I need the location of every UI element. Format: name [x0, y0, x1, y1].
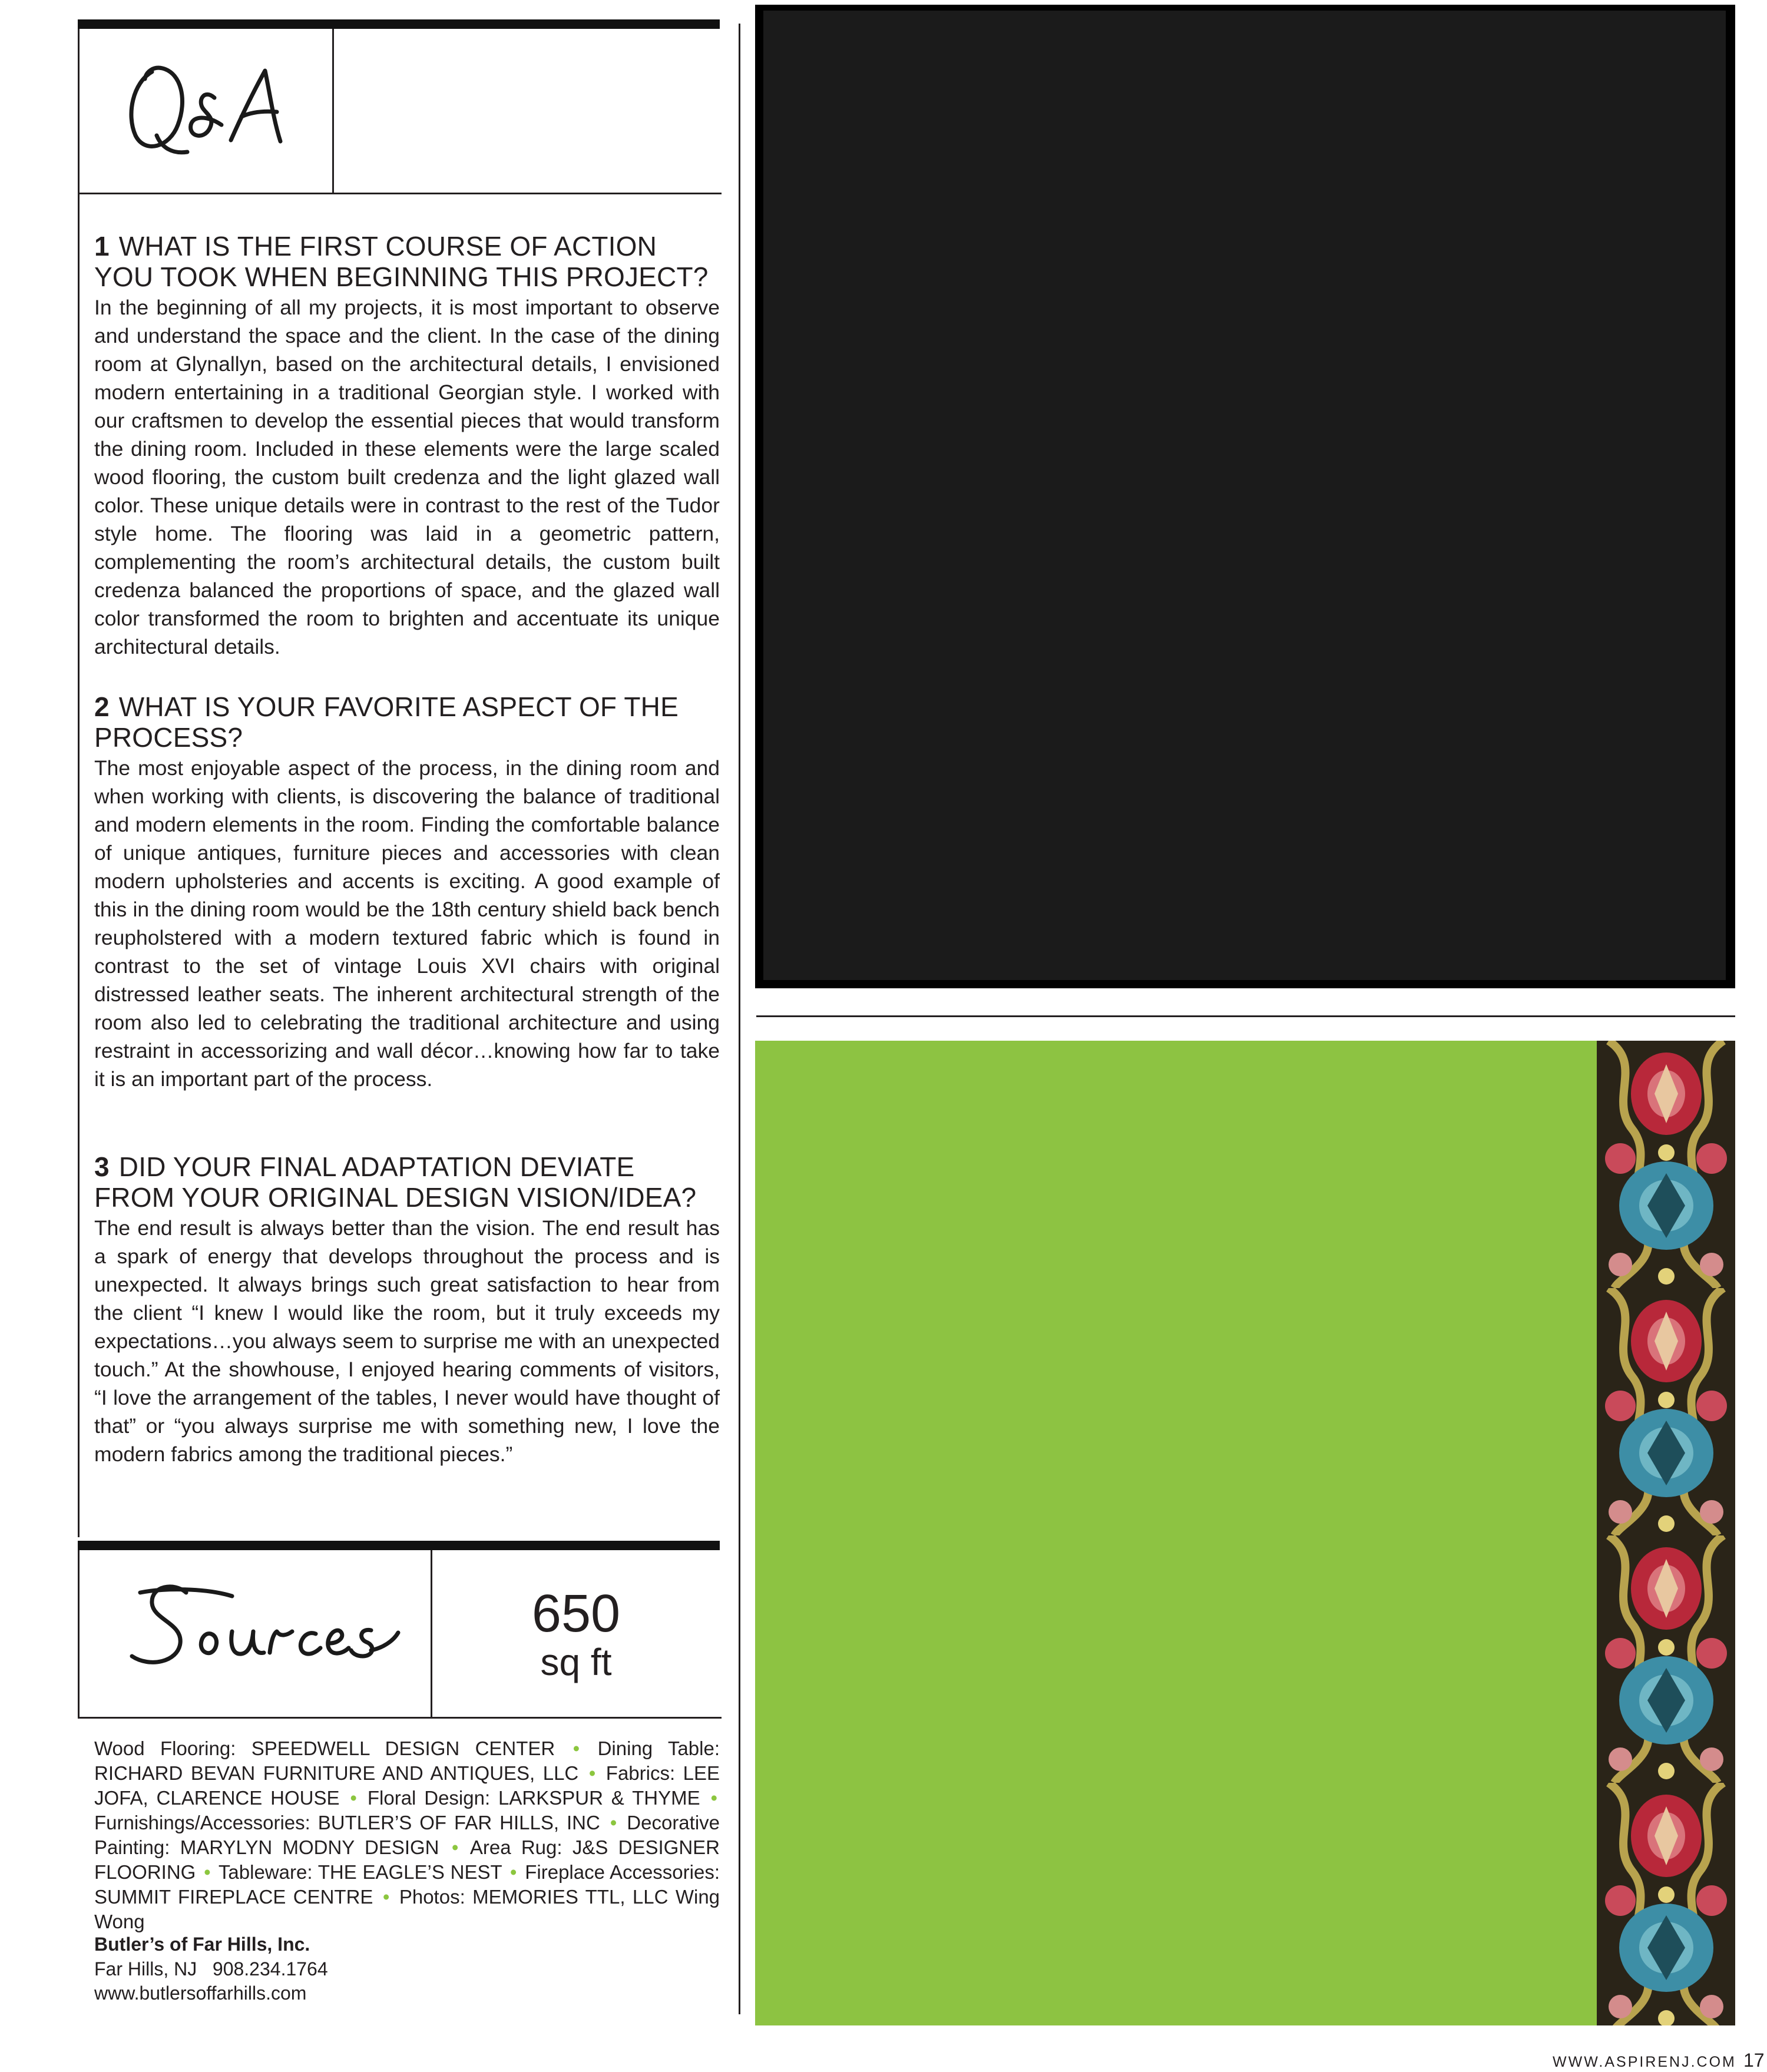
question-text: WHAT IS YOUR FAVORITE ASPECT OF THE PROCESS?: [94, 691, 679, 753]
source-item: Floral Design: LARKSPUR & THYME: [367, 1787, 700, 1809]
square-footage-unit: sq ft: [540, 1641, 612, 1683]
question-text: WHAT IS THE FIRST COURSE OF ACTION YOU TOOK WHEN BEGINNING THIS PROJECT?: [94, 231, 709, 292]
dining-room-photo: [763, 11, 1726, 980]
bullet-separator: •: [710, 1787, 718, 1809]
sources-header-bar: [78, 1541, 720, 1550]
damask-fabric-strip-image: [1597, 1041, 1735, 2025]
business-location-phone: Far Hills, NJ 908.234.1764: [94, 1958, 328, 1980]
source-item: Fireplace Accessories: SUMMIT FIREPLACE CENTRE: [94, 1861, 720, 1908]
source-item: Dining Table: RICHARD BEVAN FURNITURE AND ANTIQUES, LLC: [94, 1737, 720, 1784]
source-item: Furnishings/Accessories: BUTLER’S OF FAR HILLS, INC: [94, 1812, 600, 1833]
source-item: Wood Flooring: SPEEDWELL DESIGN CENTER: [94, 1737, 555, 1759]
source-item: Tableware: THE EAGLE’S NEST: [218, 1861, 502, 1883]
qa-column-border: [78, 194, 80, 1537]
green-detail-photo: [755, 1041, 1597, 2025]
question-1: [94, 231, 719, 292]
photo-separator-rule: [756, 1015, 1735, 1017]
answer-1: In the beginning of all my projects, it is most important to observe and understand the space and the client. In the case of the dining room at Glynallyn, based on the architectural details, I envisioned modern entertaining in a traditional Georgian style. I worked with our craftsmen to develop the essential pieces that would transform the dining room. Included in these elements were the large scaled wood flooring, the custom built credenza and the light glazed wall color. These unique details were in contrast to the rest of the Tudor style home. The flooring was laid in a geometric pattern, complementing the room’s architectural details, the custom built credenza balanced the proportions of space, and the glazed wall color transformed the room to brighten and accentuate its unique architectural details.: [94, 296, 720, 658]
question-3: [94, 1151, 719, 1213]
question-number: 2: [94, 691, 110, 722]
bullet-separator: •: [509, 1861, 517, 1883]
answer-2: The most enjoyable aspect of the process, in the dining room and when working with clients, is discovering the balance of traditional and modern elements in the room. Finding the comfortable balance of unique antiques, furniture pieces and accessories with clean modern upholsteries and accents is exciting. A good example of this in the dining room would be the 18th century shield back bench reupholstered with a modern textured fabric which is found in contrast to the set of vintage Louis XVI chairs with original distressed leather seats. The inherent architectural strength of the room also led to celebrating the traditional architecture and using restraint in accessorizing and wall décor…knowing how far to take it is an important part of the process.: [94, 756, 720, 1091]
square-footage-value: 650: [531, 1584, 621, 1643]
bullet-separator: •: [204, 1861, 211, 1883]
qa-header-divider: [332, 29, 334, 194]
answer-3: The end result is always better than the vision. The end result has a spark of energy that develops throughout the process and is unexpected. It always brings such great satisfaction to hear from the client “I knew I would like the room, but it truly exceeds my expectations…you always seem to surprise me with an unexpected touch.” At the showhouse, I enjoyed hearing comments of visitors, “I love the arrangement of the tables, I never would have thought of that” or “you always surprise me with something new, I love the modern fabrics among the traditional pieces.”: [94, 1216, 720, 1466]
business-name: Butler’s of Far Hills, Inc.: [94, 1934, 310, 1955]
footer-website[interactable]: WWW.ASPIRENJ.COM: [1553, 2054, 1736, 2070]
question-number: 1: [94, 231, 110, 262]
question-text: DID YOUR FINAL ADAPTATION DEVIATE FROM YOUR ORIGINAL DESIGN VISION/IDEA?: [94, 1151, 697, 1213]
sources-list: [94, 1736, 720, 1934]
column-rule: [739, 24, 740, 2014]
qa-header-bar: [78, 19, 720, 29]
bullet-separator: •: [451, 1836, 459, 1858]
business-website[interactable]: www.butlersoffarhills.com: [94, 1982, 307, 2004]
sources-script-logo: [117, 1562, 423, 1686]
bullet-separator: •: [588, 1762, 596, 1784]
bullet-separator: •: [382, 1886, 390, 1908]
page-number: 17: [1743, 2050, 1765, 2071]
source-item: Area Rug: J&S DESIGNER FLOORING: [94, 1836, 720, 1883]
bullet-separator: •: [610, 1812, 617, 1833]
source-item: Photos: MEMORIES TTL, LLC Wing Wong: [94, 1886, 720, 1932]
qa-script-logo: [115, 37, 292, 172]
bullet-separator: •: [350, 1787, 357, 1809]
question-2: [94, 691, 719, 753]
source-item: Decorative Painting: MARYLYN MODNY DESIGN: [94, 1812, 720, 1858]
bullet-separator: •: [573, 1737, 580, 1759]
question-number: 3: [94, 1151, 110, 1182]
source-item: Fabrics: LEE JOFA, CLARENCE HOUSE: [94, 1762, 720, 1809]
